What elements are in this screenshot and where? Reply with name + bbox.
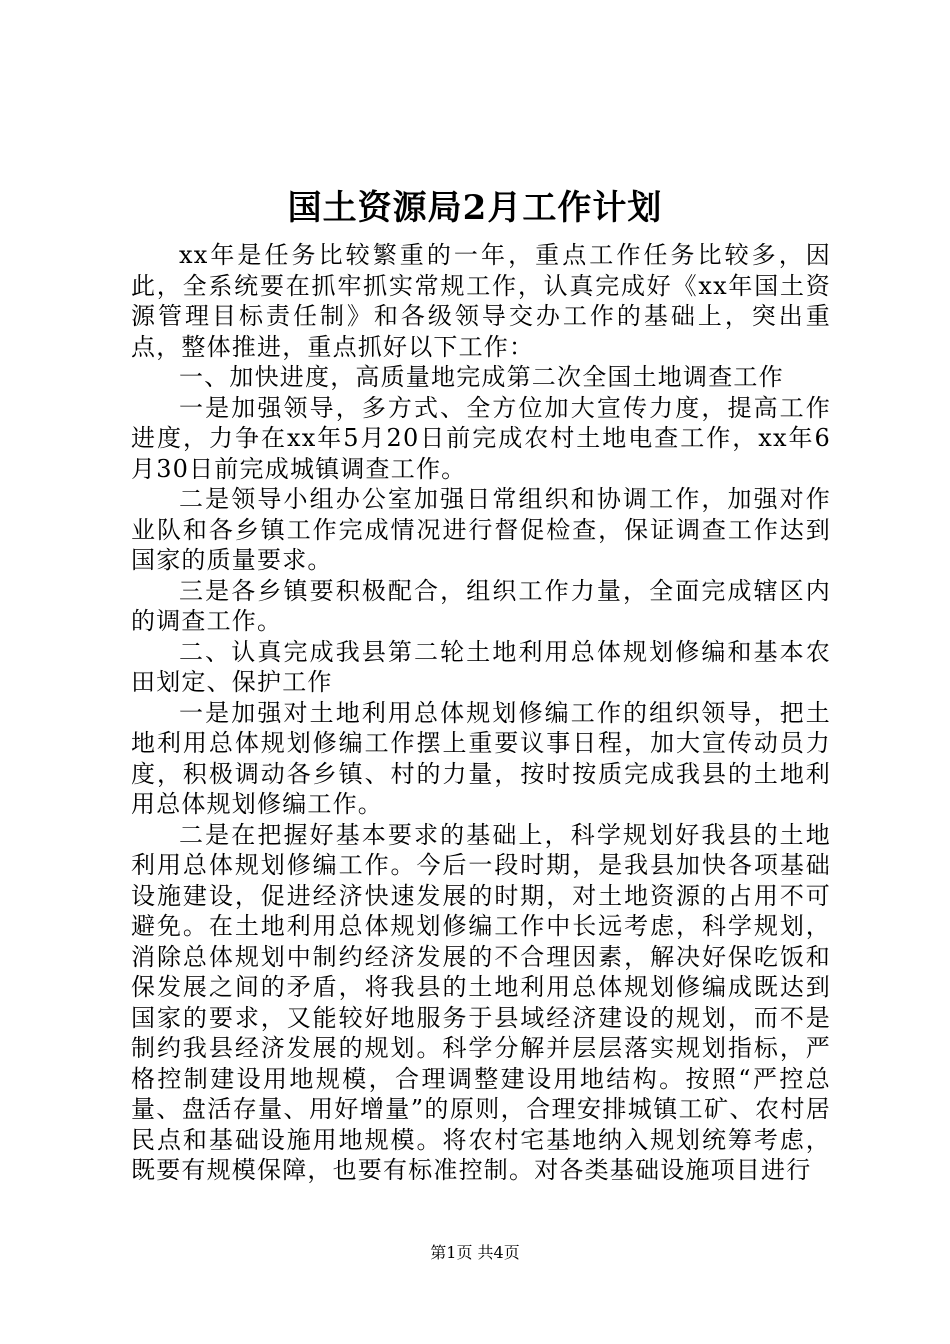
document-body — [131, 240, 831, 1186]
paragraph-1-3: 三是各乡镇要积极配合，组织工作力量，全面完成辖区内的调查工作。 — [131, 576, 831, 635]
section-heading-1: 一、加快进度，高质量地完成第二次全国土地调查工作 — [179, 363, 784, 391]
paragraph-2-2: 二是在把握好基本要求的基础上，科学规划好我县的土地利用总体规划修编工作。今后一段时期，是我县加快各项基础设施建设，促进经济快速发展的时期，对土地资源的占用不可避免。在土地利用总体规划修编工作中长远考虑，科学规划，消除总体规划中制约经济发展的不合理因素，解决好保吃饭和保发展之间的矛盾，将我县的土地利用总体规划修编成既达到国家的要求，又能较好地服务于县域经济建设的规划，而不是制约我县经济发展的规划。科学分解并层层落实规划指标，严格控制建设用地规模，合理调整建设用地结构。按照“严控总量、盘活存量、用好增量”的原则，合理安排城镇工矿、农村居民点和基础设施用地规模。将农村宅基地纳入规划统筹考虑，既要有规模保障，也要有标准控制。对各类基础设施项目进行 — [131, 820, 831, 1184]
document-title: 国土资源局2月工作计划 — [287, 188, 663, 228]
page-number-footer: 第1页 共4页 — [430, 1243, 520, 1262]
paragraph-1-1: 一是加强领导，多方式、全方位加大宣传力度，提高工作进度，力争在xx年5月20日前完成农村土地电查工作，xx年6月30日前完成城镇调查工作。 — [131, 393, 831, 483]
paragraph-2-1: 一是加强对土地利用总体规划修编工作的组织领导，把土地利用总体规划修编工作摆上重要议事日程，加大宣传动员力度，积极调动各乡镇、村的力量，按时按质完成我县的土地利用总体规划修编工作。 — [131, 698, 831, 818]
paragraph-intro: xx年是任务比较繁重的一年，重点工作任务比较多，因此，全系统要在抓牢抓实常规工作，认真完成好《xx年国土资源管理目标责任制》和各级领导交办工作的基础上，突出重点，整体推进，重点抓好以下工作： — [131, 241, 831, 361]
paragraph-1-2: 二是领导小组办公室加强日常组织和协调工作，加强对作业队和各乡镇工作完成情况进行督促检查，保证调查工作达到国家的质量要求。 — [131, 485, 831, 574]
section-heading-2: 二、认真完成我县第二轮土地利用总体规划修编和基本农田划定、保护工作 — [131, 637, 831, 696]
